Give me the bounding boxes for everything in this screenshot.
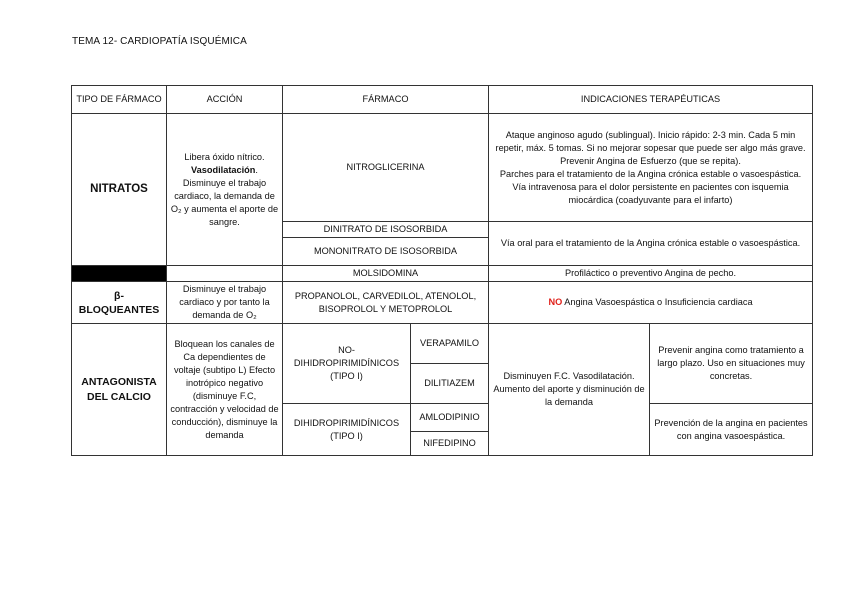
nitratos-accion-pre: Libera óxido nítrico. <box>184 151 265 162</box>
header-tipo: TIPO DE FÁRMACO <box>72 86 167 114</box>
header-row <box>72 86 813 114</box>
mononitrato-cell: MONONITRATO DE ISOSORBIDA <box>283 238 489 266</box>
dinitrato-cell: DINITRATO DE ISOSORBIDA <box>283 222 489 238</box>
nitratos-accion-bold: Vasodilatación <box>191 164 256 175</box>
calcio-ind-top: Prevenir angina como tratamiento a largo plazo. Uso en situaciones muy concretas. <box>650 324 813 404</box>
calcio-accion: Bloquean los canales de Ca dependientes de voltaje (subtipo L) Efecto inotrópico negativo (disminuye F.C, contracción y velocidad de conducción), disminuye la demanda <box>167 324 283 456</box>
beta-type: β-BLOQUEANTES <box>72 282 167 324</box>
nitratos-accion <box>167 114 283 266</box>
molsidomina-row <box>72 266 813 282</box>
dilitiazem-cell: DILITIAZEM <box>411 364 489 404</box>
no-label: NO <box>548 297 563 307</box>
drug-table <box>71 85 813 456</box>
nitratos-accion-dot: . <box>255 164 258 175</box>
molsidomina-indications: Profiláctico o preventivo Angina de pecho. <box>489 266 813 282</box>
dihidro-cell: DIHIDROPIRIMIDÍNICOS (TIPO I) <box>283 404 411 456</box>
no-dihidro-cell: NO-DIHIDROPIRIMIDÍNICOS (TIPO I) <box>283 324 411 404</box>
nitroglicerina-cell: NITROGLICERINA <box>283 114 489 222</box>
nitroglicerina-indications <box>489 114 813 222</box>
beta-indications <box>489 282 813 324</box>
oral-indications: Vía oral para el tratamiento de la Angina crónica estable o vasoespástica. <box>489 222 813 266</box>
amlodipinio-cell: AMLODIPINIO <box>411 404 489 432</box>
nitro-ind-4: Vía intravenosa para el dolor persistente en pacientes con isquemia miocárdica (coadyuvante para el infarto) <box>512 181 789 205</box>
nitratos-type: NITRATOS <box>72 114 167 266</box>
empty-accion-cell <box>167 266 283 282</box>
document-title: TEMA 12- CARDIOPATÍA ISQUÉMICA <box>72 36 247 47</box>
header-indicaciones: INDICACIONES TERAPÉUTICAS <box>489 86 813 114</box>
nitro-ind-3: Parches para el tratamiento de la Angina crónica estable o vasoespástica. <box>499 168 802 179</box>
nitro-ind-1: Ataque anginoso agudo (sublingual). Inicio rápido: 2-3 min. Cada 5 min repetir, máx. 5 tomas. Si no mejorar sopesar que puede ser algo más grave. <box>495 129 806 153</box>
molsidomina-cell: MOLSIDOMINA <box>283 266 489 282</box>
calcio-row-1 <box>72 324 813 364</box>
beta-accion: Disminuye el trabajo cardiaco y por tanto la demanda de O₂ <box>167 282 283 324</box>
nitratos-accion-post: Disminuye el trabajo cardiaco, la demanda de O₂ y aumenta el aporte de sangre. <box>170 177 279 227</box>
header-accion: ACCIÓN <box>167 86 283 114</box>
verapamilo-cell: VERAPAMILO <box>411 324 489 364</box>
calcio-type: ANTAGONISTA DEL CALCIO <box>72 324 167 456</box>
header-farmaco: FÁRMACO <box>283 86 489 114</box>
calcio-ind-bottom: Prevención de la angina en pacientes con angina vasoespástica. <box>650 404 813 456</box>
beta-ind-text: Angina Vasoespástica o Insuficiencia cardiaca <box>562 297 753 307</box>
calcio-efecto: Disminuyen F.C. Vasodilatación. Aumento del aporte y disminución de la demanda <box>489 324 650 456</box>
nitratos-row-1 <box>72 114 813 222</box>
nitro-ind-2: Prevenir Angina de Esfuerzo (que se repita). <box>560 155 741 166</box>
beta-row <box>72 282 813 324</box>
nifedipino-cell: NIFEDIPINO <box>411 432 489 456</box>
black-bar <box>72 266 167 282</box>
beta-farmaco: PROPANOLOL, CARVEDILOL, ATENOLOL, BISOPROLOL Y METOPROLOL <box>283 282 489 324</box>
